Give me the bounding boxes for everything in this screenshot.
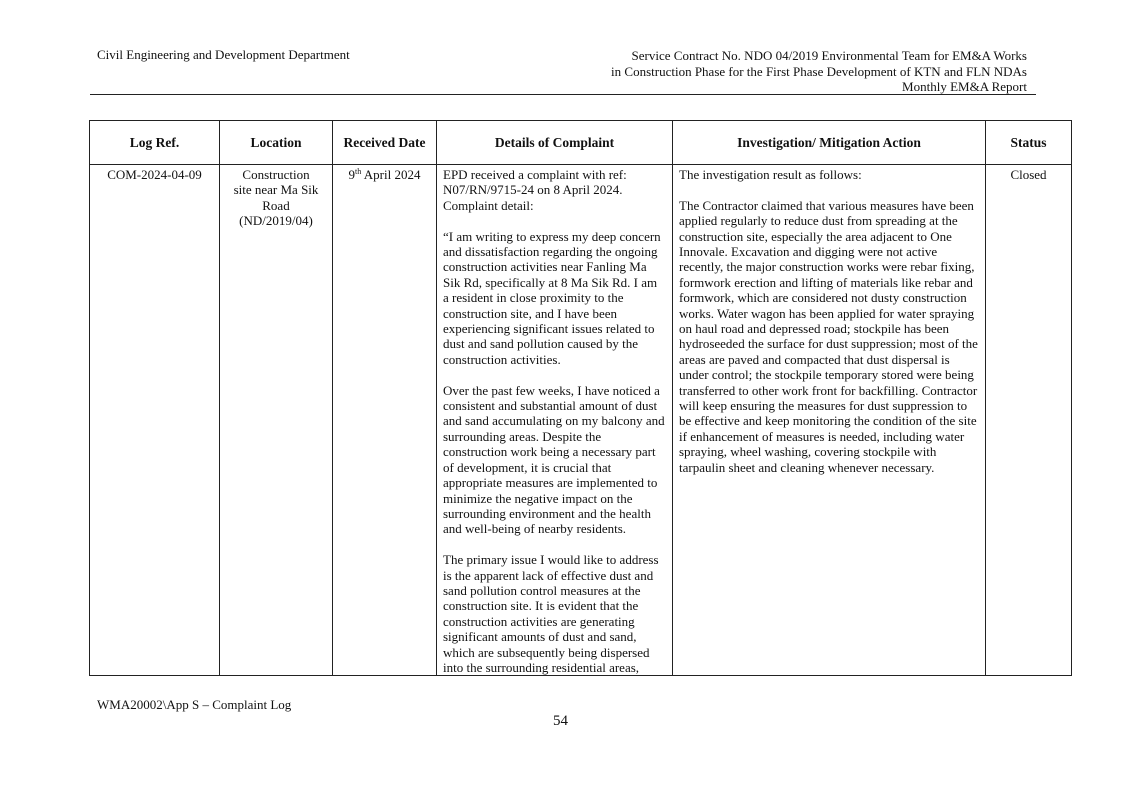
complaint-paragraph: The primary issue I would like to address is the apparent lack of effective dust and sand pollution control measures at the construction site. It is evident that the construction activities are generating significant amounts of dust and sand, which are subsequently being dispersed into the surrounding residential areas, — [443, 552, 659, 675]
complaint-paragraph: EPD received a complaint with ref: N07/RN/9715-24 on 8 April 2024. Complaint detail: — [443, 167, 627, 213]
header-contract-line-2: in Construction Phase for the First Phase Development of KTN and FLN NDAs — [611, 63, 1027, 79]
cell-status: Closed — [986, 165, 1072, 676]
location-line: Construction — [242, 167, 310, 182]
cell-investigation-action — [673, 165, 986, 676]
header-contract-line-1: Service Contract No. NDO 04/2019 Environmental Team for EM&A Works — [631, 48, 1027, 63]
col-header-location: Location — [220, 121, 333, 165]
col-header-log-ref: Log Ref. — [90, 121, 220, 165]
col-header-details: Details of Complaint — [437, 121, 673, 165]
footer-document-reference: WMA20002\App S – Complaint Log — [97, 697, 292, 712]
header-department: Civil Engineering and Development Department — [97, 47, 350, 62]
location-line: site near Ma Sik — [233, 182, 319, 198]
cell-log-ref: COM-2024-04-09 — [90, 165, 220, 676]
cell-received-date — [333, 165, 437, 676]
header-report-title: Monthly EM&A Report — [902, 79, 1027, 94]
complaint-paragraph: Over the past few weeks, I have noticed a consistent and substantial amount of dust and sand accumulating on my balcony and surrounding areas. Despite the construction work being a necessary part of development, it is crucial that appropriate measures are implemented to minimize the negative impact on the surrounding environment and the health and well-being of nearby residents. — [443, 382, 665, 537]
table-header-row — [90, 121, 1072, 165]
cell-complaint-details — [437, 165, 673, 676]
complaint-log-table — [89, 120, 1072, 676]
location-line: Road — [262, 197, 290, 213]
col-header-investigation: Investigation/ Mitigation Action — [673, 121, 986, 165]
investigation-paragraph: The Contractor claimed that various measures have been applied regularly to reduce dust from spreading at the construction site, especially the area adjacent to One Innovale. Excavation and digging were not active recently, the major construction works were rebar fixing, formwork erection and lifting of materials like rebar and formwork, which are considered not dusty construction works. Water wagon has been applied for water spraying on haul road and depressed road; stockpile has been hydroseeded the surface for dust suppression; most of the areas are paved and compacted that dust dispersal is under control; the stockpile temporary stored were being transferred to other work front for backfilling. Contractor will keep ensuring the measures for dust suppression to be effective and keep monitoring the condition of the site if enhancement of measures is needed, including water spraying, wheel washing, covering stockpile with tarpaulin sheet and cleaning whenever necessary. — [679, 197, 978, 475]
col-header-received-date: Received Date — [333, 121, 437, 165]
table-row — [90, 165, 1072, 676]
header-divider — [90, 94, 1036, 95]
header-contract-info — [611, 48, 1027, 95]
date-day: 9 — [348, 167, 356, 182]
date-ordinal-suffix: th — [355, 167, 362, 176]
cell-location — [220, 165, 333, 676]
complaint-paragraph: “I am writing to express my deep concern and dissatisfaction regarding the ongoing construction activities near Fanling Ma Sik Rd, specifically at 8 Ma Sik Rd. I am a resident in close proximity to the construction site, and I have been experiencing significant issues related to dust and sand pollution caused by the construction activities. — [443, 228, 661, 367]
date-month-year: April 2024 — [361, 167, 421, 182]
col-header-status: Status — [986, 121, 1072, 165]
investigation-paragraph: The investigation result as follows: — [679, 167, 862, 182]
page-number: 54 — [553, 713, 568, 729]
location-line: (ND/2019/04) — [239, 213, 313, 229]
